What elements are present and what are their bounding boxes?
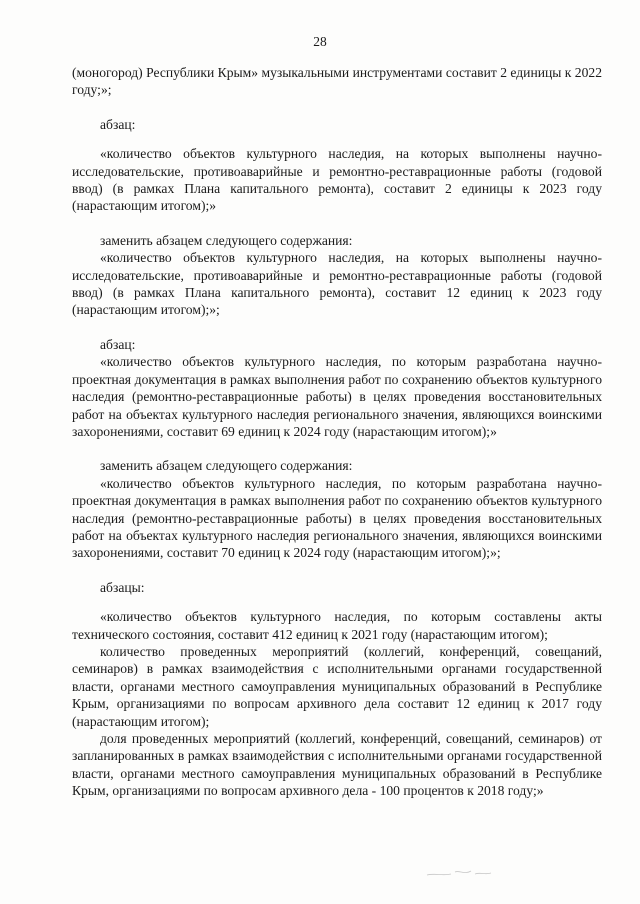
scan-smudge-mark: [425, 866, 495, 880]
paragraph-continuation: (моногород) Республики Крым» музыкальными инструментами составит 2 единицы к 2022 году;»;: [72, 65, 602, 98]
paragraph-old-text: «количество объектов культурного наследия, по которым разработана научно-проектная документация в рамках выполнения работ по сохранению объектов культурного наследия (ремонтно-реставрационные работы) в целях проведения восстановительных работ на объектах культурного наследия регионального значения, являющихся воинскими захоронениями, составит 69 единиц к 2024 году (нарастающим итогом);»: [72, 354, 602, 439]
paragraph-old-text: «количество объектов культурного наследия, по которым составлены акты технического состояния, составит 412 единиц к 2021 году (нарастающим итогом);: [72, 609, 602, 642]
document-body: [72, 64, 602, 800]
paragraph-label: абзац:: [100, 116, 136, 132]
spacer: [72, 440, 602, 457]
paragraph-label: заменить абзацем следующего содержания:: [100, 232, 353, 248]
paragraph-label: абзац:: [100, 336, 136, 352]
paragraph-label: абзацы:: [100, 579, 145, 595]
paragraph-old-text: «количество объектов культурного наследия, на которых выполнены научно-исследовательские, противоаварийные и ремонтно-реставрационные работы (годовой ввод) (в рамках Плана капитального ремонта), составит 2 единицы к 2023 году (нарастающим итогом);»: [72, 146, 602, 214]
paragraph-old-text: количество проведенных мероприятий (коллегий, конференций, совещаний, семинаров) в рамках взаимодействия с исполнительными органами государственной власти, органами местного самоуправления муниципальных образований в Республике Крым, организациями по вопросам архивного дела составит 12 единиц к 2017 году (нарастающим итогом);: [72, 643, 602, 729]
spacer: [72, 133, 602, 145]
paragraph-new-text: «количество объектов культурного наследия, по которым разработана научно-проектная документация в рамках выполнения работ по сохранению объектов культурного наследия (ремонтно-реставрационные работы) в целях проведения восстановительных работ на объектах культурного наследия регионального значения, являющихся воинскими захоронениями, составит 70 единиц к 2024 году (нарастающим итогом);»;: [72, 475, 602, 561]
paragraph-new-text: «количество объектов культурного наследия, на которых выполнены научно-исследовательские, противоаварийные и ремонтно-реставрационные работы (годовой ввод) (в рамках Плана капитального ремонта), составит 12 единиц к 2023 году (нарастающим итогом);»;: [72, 250, 602, 318]
spacer: [72, 319, 602, 336]
page-number: 28: [313, 34, 327, 49]
spacer: [72, 596, 602, 608]
spacer: [72, 215, 602, 232]
spacer: [72, 562, 602, 579]
paragraph-old-text: доля проведенных мероприятий (коллегий, конференций, совещаний, семинаров) от запланированных в рамках взаимодействия с исполнительными органами государственной власти, органами местного самоуправления муниципальных образований в Республике Крым, организациями по вопросам архивного дела - 100 процентов к 2018 году;»: [72, 731, 602, 799]
spacer: [72, 99, 602, 116]
paragraph-label: заменить абзацем следующего содержания:: [100, 458, 353, 474]
